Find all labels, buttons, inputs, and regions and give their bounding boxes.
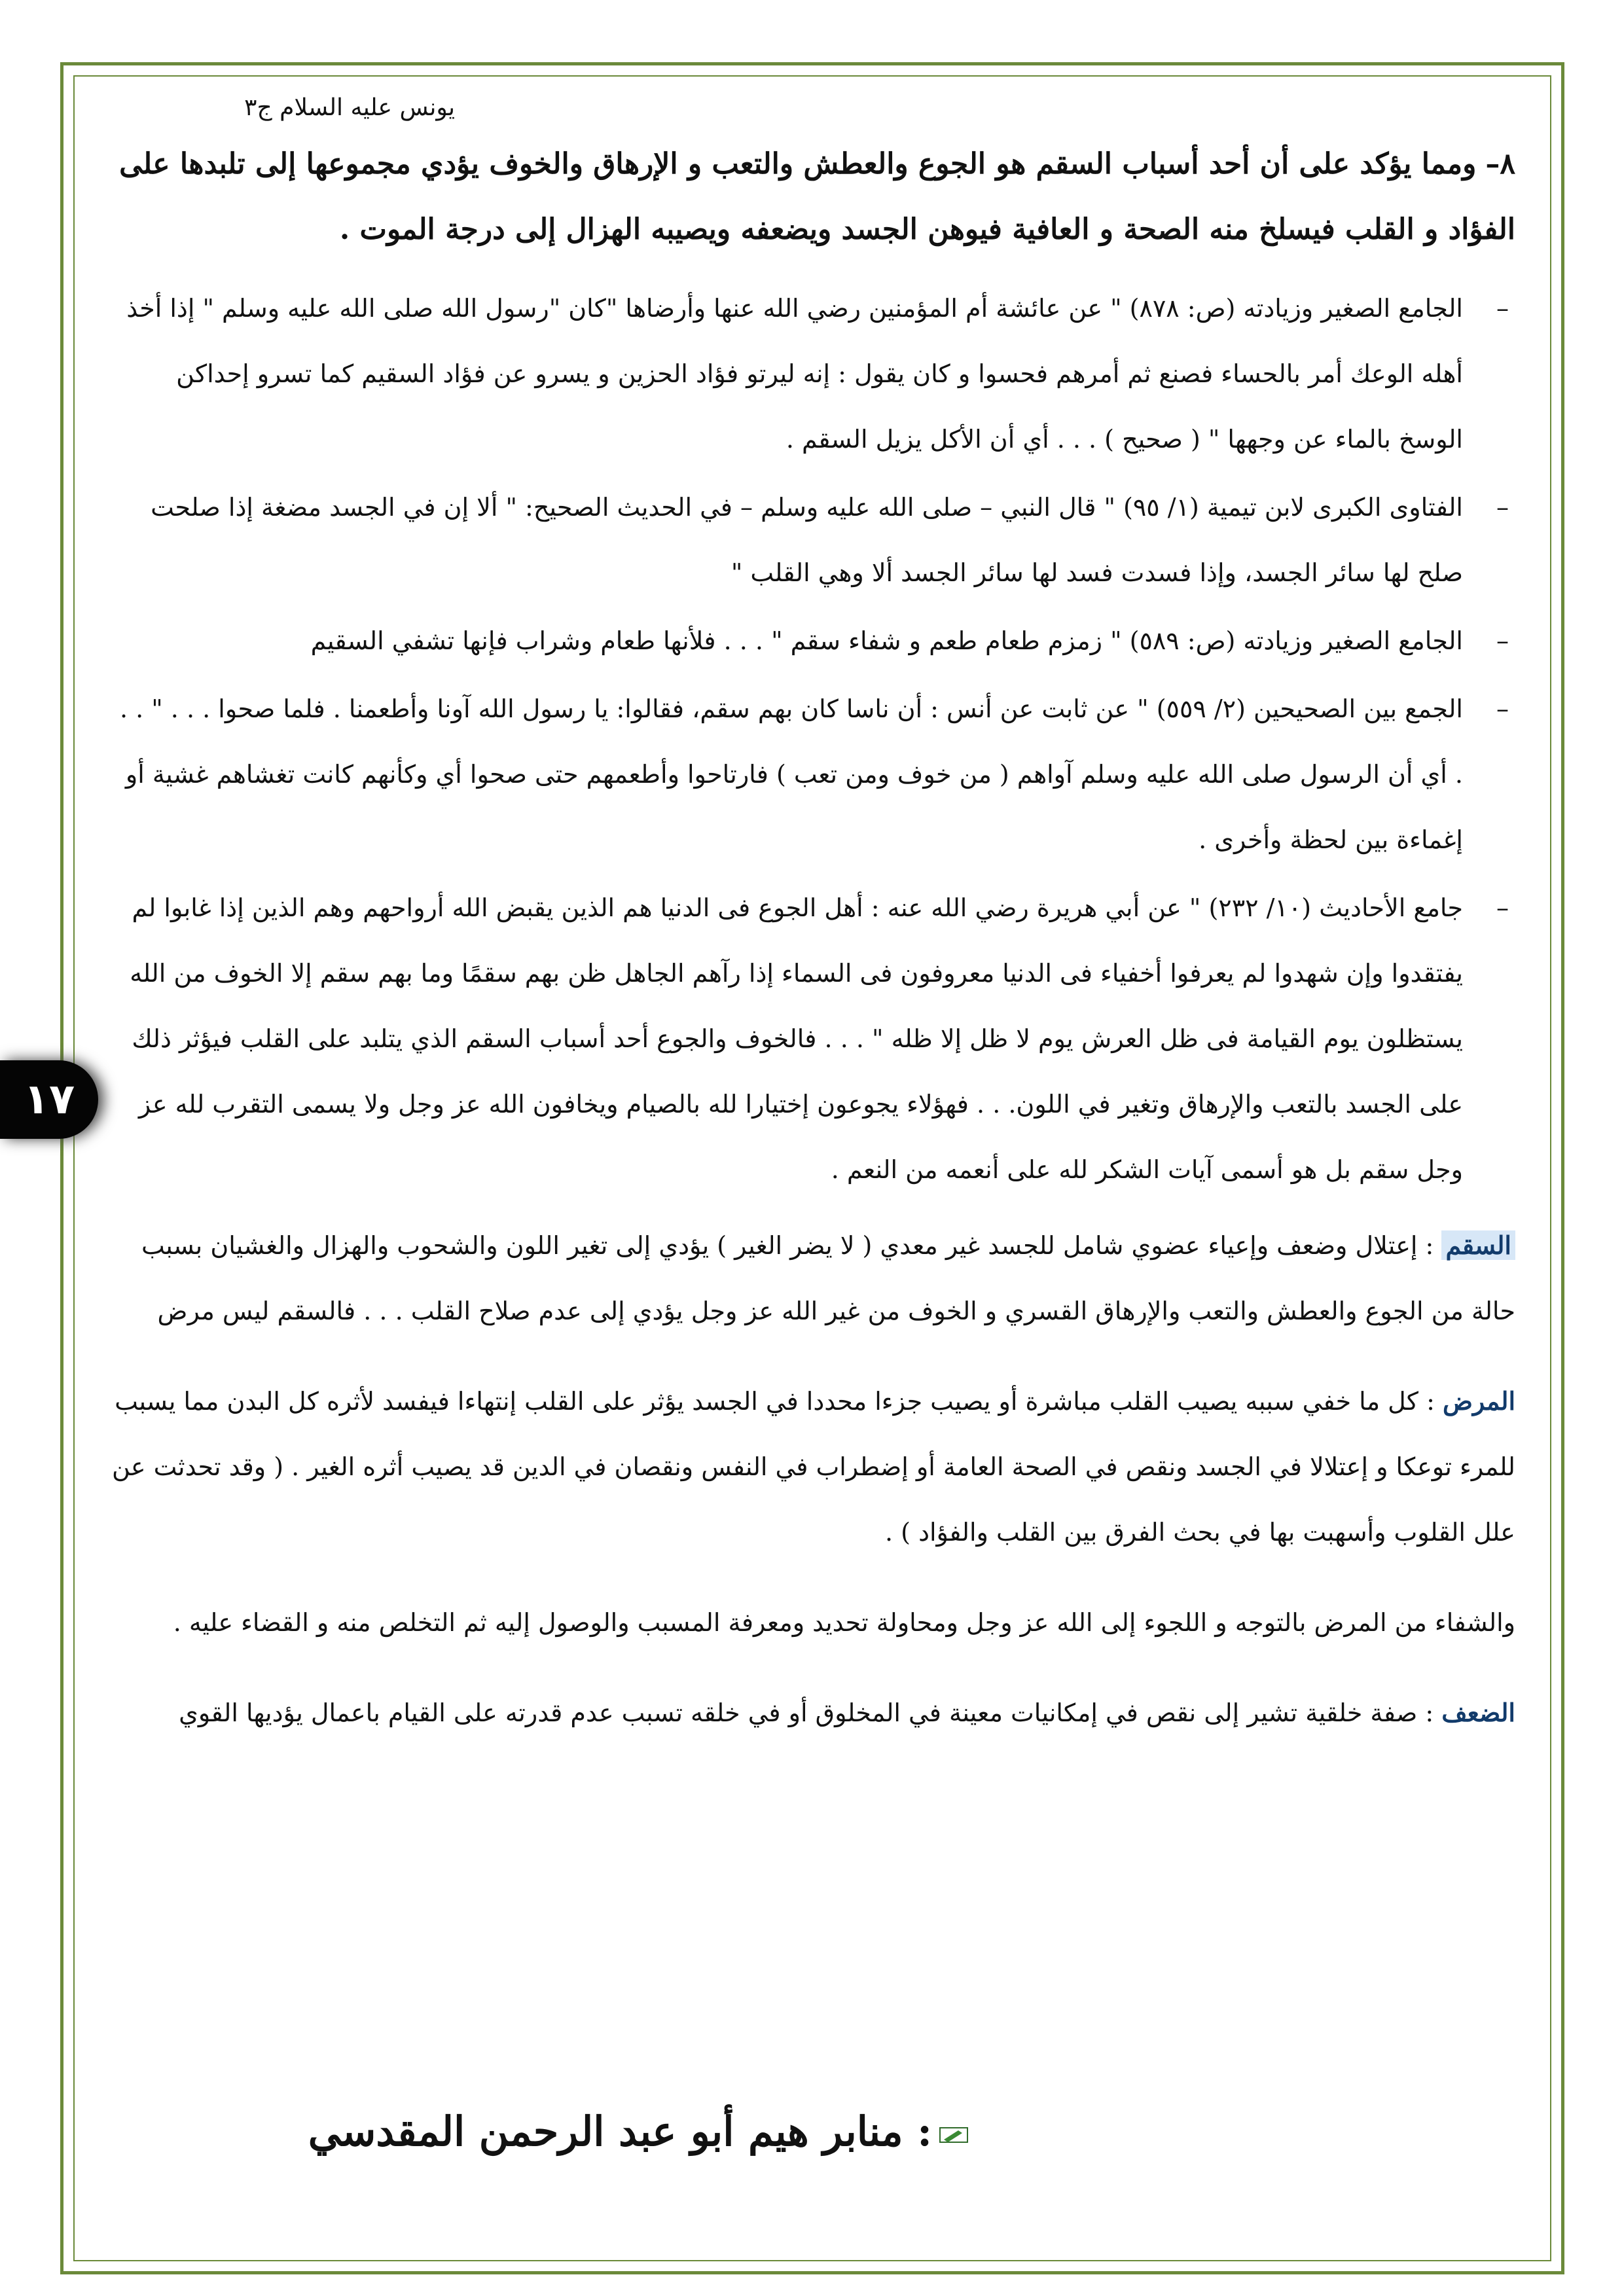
page-number-badge: [0, 1060, 98, 1139]
running-header: يونس عليه السلام ج٣: [244, 94, 455, 121]
definition-sickness: [108, 1213, 1515, 1344]
bullet-dash: –: [1496, 626, 1509, 655]
bullet-dash: –: [1496, 893, 1509, 922]
intro-paragraph: [108, 132, 1515, 262]
reference-text: الفتاوى الكبرى لابن تيمية (١/ ٩٥) " قال النبي – صلى الله عليه وسلم – في الحديث الصحيح: " ألا إن في الجسد مضغة إذا صلحت صلح لها سائر الجسد، وإذا فسدت فسد لها سائر الجسد ألا وهي القلب ": [151, 493, 1463, 587]
reference-text: الجامع الصغير وزيادته (ص: ٥٨٩) " زمزم طعام طعم و شفاء سقم " . . . فلأنها طعام وشراب فإنها تشفي السقيم: [310, 626, 1463, 655]
pen-icon: [939, 2125, 969, 2145]
paragraph-text: والشفاء من المرض بالتوجه و اللجوء إلى الله عز وجل ومحاولة تحديد ومعرفة المسبب والوصول إليه ثم التخلص منه و القضاء عليه .: [173, 1608, 1515, 1637]
definition-text: : إعتلال وضعف وإعياء عضوي شامل للجسد غير معدي ( لا يضر الغير ) يؤدي إلى تغير اللون والشحوب والهزال والغشيان بسبب حالة من الجوع والعطش والتعب والإرهاق القسري و الخوف من غير الله عز وجل يؤدي إلى عدم صلاح القلب . . . فالسقم ليس مرض: [141, 1231, 1515, 1325]
reference-item: [108, 676, 1515, 872]
author-signature: [118, 2108, 969, 2155]
reference-item: [108, 608, 1515, 673]
reference-text: جامع الأحاديث (١٠/ ٢٣٢) " عن أبي هريرة رضي الله عنه : أهل الجوع فى الدنيا هم الذين يقبض الله أرواحهم وهم الذين إذا غابوا لم يفتقدوا وإن شهدوا لم يعرفوا أخفياء فى الدنيا معروفون فى السماء إذا رآهم الجاهل ظن بهم سقمًا وما بهم سقم إلا الخوف من الله يستظلون يوم القيامة فى ظل العرش يوم لا ظل إلا ظله " . . . فالخوف والجوع أحد أسباب السقم الذي يتلبد على القلب فيؤثر ذلك على الجسد بالتعب والإرهاق وتغير في اللون. . . فهؤلاء يجوعون إختيارا لله بالصيام ويخافون الله عز وجل ولا يسمى التقرب لله عز وجل سقم بل هو أسمى آيات الشكر لله على أنعمه من النعم .: [130, 893, 1463, 1184]
term-label: المرض: [1442, 1386, 1515, 1416]
term-label: الضعف: [1441, 1698, 1515, 1727]
intro-text: ومما يؤكد على أن أحد أسباب السقم هو الجوع والعطش والتعب و الإرهاق والخوف يؤدي مجموعها إلى تلبدها على الفؤاد و القلب فيسلخ منه الصحة و العافية فيوهن الجسد ويضعفه ويصيبه الهزال إلى درجة الموت .: [119, 147, 1515, 246]
signature-text: : منابر هيم أبو عبد الرحمن المقدسي: [308, 2108, 932, 2155]
definition-disease: [108, 1369, 1515, 1565]
document-body: [108, 88, 1515, 1770]
reference-text: الجمع بين الصحيحين (٢/ ٥٥٩) " عن ثابت عن أنس : أن ناسا كان بهم سقم، فقالوا: يا رسول الله آونا وأطعمنا . فلما صحوا . . . " . . . أي أن الرسول صلى الله عليه وسلم آواهم ( من خوف ومن تعب ) فارتاحوا وأطعمهم حتى صحوا أي وكأنهم كانت تغشاهم غشية أو إغماءة بين لحظة وأخرى .: [119, 694, 1463, 854]
page-number: ١٧: [23, 1075, 75, 1124]
definition-weakness: [108, 1680, 1515, 1746]
item-number: ٨–: [1485, 147, 1515, 181]
bullet-dash: –: [1496, 493, 1509, 522]
reference-list: [108, 276, 1515, 1202]
reference-item: [108, 276, 1515, 472]
term-label: السقم: [1441, 1230, 1515, 1260]
definition-text: : صفة خلقية تشير إلى نقص في إمكانيات معينة في المخلوق أو في خلقه تسبب عدم قدرته على القيام باعمال يؤديها القوي: [179, 1698, 1442, 1727]
healing-paragraph: [108, 1590, 1515, 1655]
bullet-dash: –: [1496, 294, 1509, 323]
reference-text: الجامع الصغير وزيادته (ص: ٨٧٨) " عن عائشة أم المؤمنين رضي الله عنها وأرضاها "كان "رسول الله صلى الله عليه وسلم " إذا أخذ أهله الوعك أمر بالحساء فصنع ثم أمرهم فحسوا و كان يقول : إنه ليرتو فؤاد الحزين و يسرو عن فؤاد السقيم كما تسرو إحداكن الوسخ بالماء عن وجهها " ( صحيح ) . . . أي أن الأكل يزيل السقم .: [126, 294, 1463, 454]
definition-text: : كل ما خفي سببه يصيب القلب مباشرة أو يصيب جزءا محددا في الجسد يؤثر على القلب إنتهاءا فيفسد لأثره كل البدن مما يسبب للمرء توعكا و إعتلالا في الجسد ونقص في الصحة العامة أو إضطراب في النفس ونقصان في الدين قد يصيب أثره الغير . ( وقد تحدثت عن علل القلوب وأسهبت بها في بحث الفرق بين القلب والفؤاد ) .: [112, 1387, 1515, 1547]
reference-item: [108, 875, 1515, 1202]
reference-item: [108, 475, 1515, 605]
bullet-dash: –: [1496, 694, 1509, 723]
